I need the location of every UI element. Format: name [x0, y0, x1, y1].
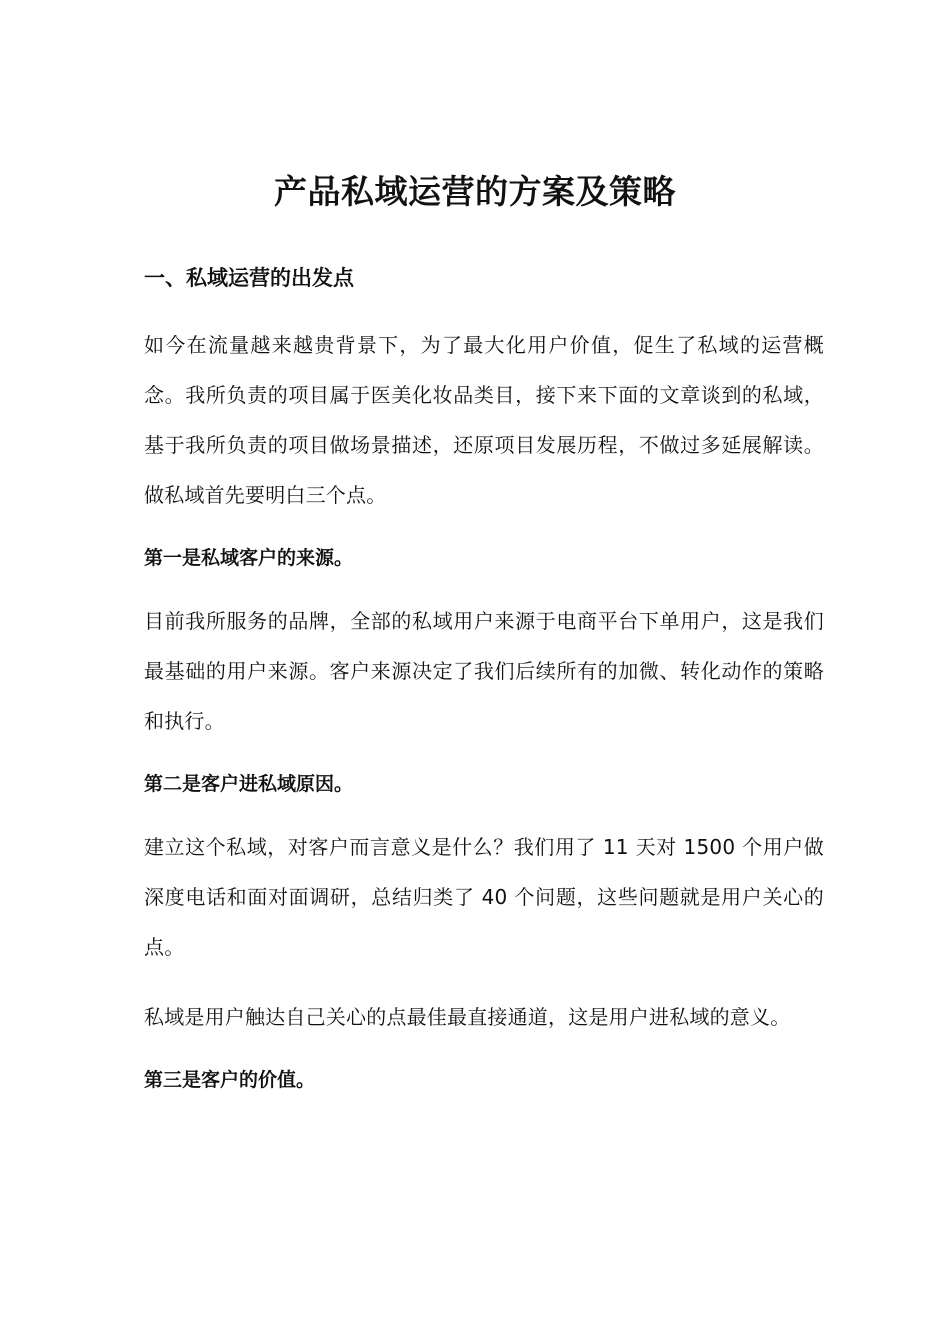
point1-paragraph: 目前我所服务的品牌，全部的私域用户来源于电商平台下单用户，这是我们最基础的用户来源。客户来源决定了我们后续所有的加微、转化动作的策略和执行。: [144, 609, 824, 733]
document-body: [144, 258, 824, 1100]
point2-paragraph-1: 建立这个私域，对客户而言意义是什么？我们用了 11 天对 1500 个用户做深度电话和面对面调研，总结归类了 40 个问题，这些问题就是用户关心的点。: [144, 835, 824, 959]
document-title: 产品私域运营的方案及策略: [274, 172, 676, 212]
point2-paragraph-2: 私域是用户触达自己关心的点最佳最直接通道，这是用户进私域的意义。: [144, 1005, 791, 1029]
intro-paragraph: 如今在流量越来越贵背景下，为了最大化用户价值，促生了私域的运营概念。我所负责的项目属于医美化妆品类目，接下来下面的文章谈到的私域，基于我所负责的项目做场景描述，还原项目发展历程，不做过多延展解读。做私域首先要明白三个点。: [144, 333, 824, 507]
point1-heading: 第一是私域客户的来源。: [144, 547, 354, 569]
point2-heading: 第二是客户进私域原因。: [144, 773, 354, 795]
point3-heading: 第三是客户的价值。: [144, 1069, 316, 1091]
section-heading-1: 一、私域运营的出发点: [144, 266, 354, 290]
